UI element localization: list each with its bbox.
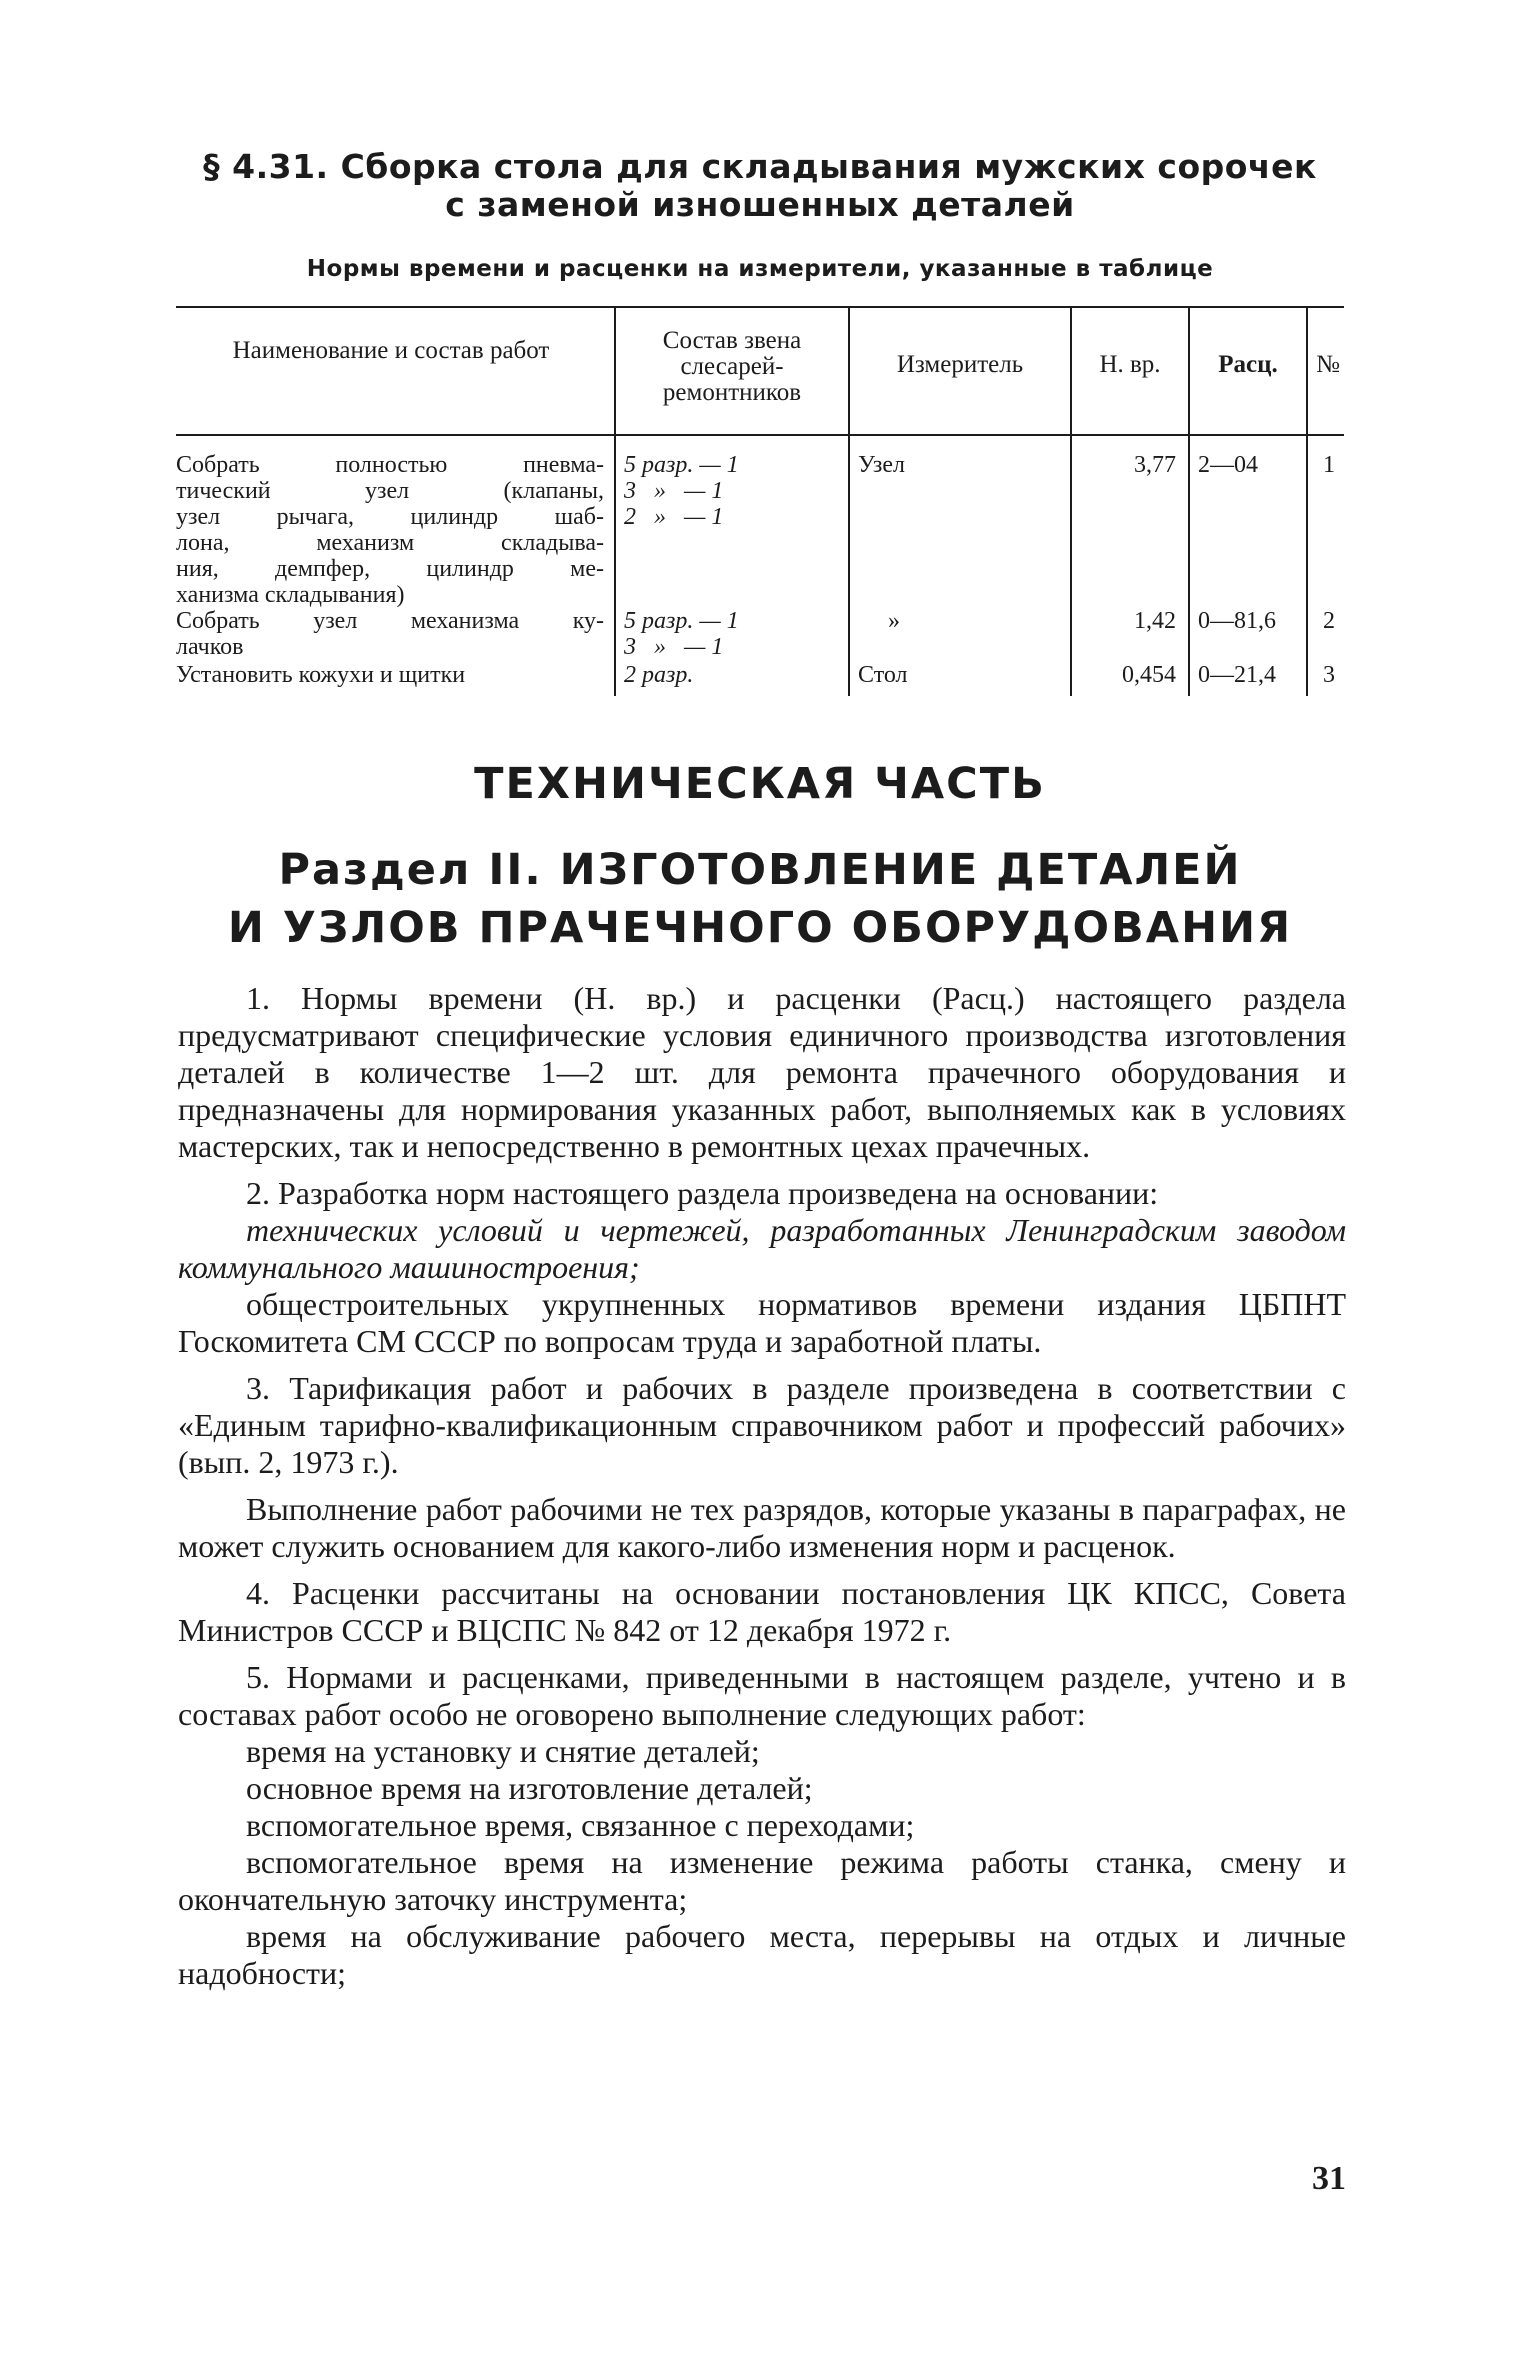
paragraph-1: 1. Нормы времени (Н. вр.) и расценки (Расц.) настоящего раздела предусматривают специфические условия единичного производства изготовления деталей в количестве 1—2 шт. для ремонта прачечного оборудования и предназначены для нормирования указанных работ, выполняемых как в условиях мастерских, так и непосредственно в ремонтных цехах прачечных. xyxy=(178,980,1346,1164)
table-row-2-work xyxy=(176,608,604,660)
table-row-2-norm: 1,42 xyxy=(1134,608,1176,634)
page-number: 31 xyxy=(1312,2160,1346,2197)
list-item: время на установку и снятие деталей; xyxy=(246,1733,760,1769)
work-line: узел рычага, цилиндр шаб- xyxy=(176,504,604,530)
header-rate: Расц. xyxy=(1218,351,1278,378)
norms-table xyxy=(176,306,1344,696)
table-row-1-unit: Узел xyxy=(858,452,905,478)
paragraph-2: 2. Разработка норм настоящего раздела произведена на основании: xyxy=(246,1175,1159,1211)
table-row-1-norm: 3,77 xyxy=(1134,452,1176,478)
table-row-3-number: 3 xyxy=(1323,662,1335,688)
table-caption: Нормы времени и расценки на измерители, указанные в таблице xyxy=(306,256,1214,282)
work-line: лачков xyxy=(176,634,244,660)
division-title-line2: И УЗЛОВ ПРАЧЕЧНОГО ОБОРУДОВАНИЯ xyxy=(227,903,1293,953)
work-line: тический узел (клапаны, xyxy=(176,478,604,504)
column-divider xyxy=(1306,306,1308,696)
table-row-2-rate: 0—81,6 xyxy=(1198,608,1276,634)
work-line: лона, механизм складыва- xyxy=(176,530,604,556)
table-row-2-crew: 5 разр. — 1 3 » — 1 xyxy=(624,608,739,660)
technical-part-text xyxy=(178,980,1346,1992)
table-row-3-norm: 0,454 xyxy=(1122,662,1176,688)
list-item: основное время на изготовление деталей; xyxy=(246,1770,813,1806)
header-unit: Измеритель xyxy=(896,351,1024,378)
work-line: ния, демпфер, цилиндр ме- xyxy=(176,556,604,582)
paragraph-2a: технических условий и чертежей, разработанных Ленинградским заводом коммунального машиностроения; xyxy=(178,1212,1346,1285)
table-top-rule xyxy=(176,306,1344,308)
list-item: вспомогательное время на изменение режима работы станка, смену и окончательную заточку инструмента; xyxy=(178,1844,1346,1917)
table-row-1-crew: 5 разр. — 1 3 » — 1 2 » — 1 xyxy=(624,452,739,530)
column-divider xyxy=(614,306,616,696)
division-title-line1: Раздел II. ИЗГОТОВЛЕНИЕ ДЕТАЛЕЙ xyxy=(278,845,1242,895)
list-item: время на обслуживание рабочего места, перерывы на отдых и личные надобности; xyxy=(178,1918,1346,1991)
table-row-2-unit: » xyxy=(888,608,900,634)
column-divider xyxy=(1188,306,1190,696)
paragraph-4: 4. Расценки рассчитаны на основании постановления ЦК КПСС, Совета Министров СССР и ВЦСПС № 842 от 12 декабря 1972 г. xyxy=(178,1575,1346,1648)
work-line: Собрать узел механизма ку- xyxy=(176,608,604,634)
header-crew: Состав звена слесарей-ремонтников xyxy=(662,327,802,406)
table-row-3-crew: 2 разр. xyxy=(624,662,694,688)
list-item: вспомогательное время, связанное с переходами; xyxy=(246,1807,915,1843)
header-norm: Н. вр. xyxy=(1099,351,1161,378)
work-line: Собрать полностью пневма- xyxy=(176,452,604,478)
table-row-3-work xyxy=(176,662,604,688)
paragraph-2b: общестроительных укрупненных нормативов времени издания ЦБПНТ Госкомитета СМ СССР по вопросам труда и заработной платы. xyxy=(178,1286,1346,1359)
paragraph-heading-line2: с заменой изношенных деталей xyxy=(445,185,1075,224)
work-line: Установить кожухи и щитки xyxy=(176,662,466,688)
header-number: № xyxy=(1316,351,1340,378)
header-work: Наименование и состав работ xyxy=(232,337,550,364)
part-title: ТЕХНИЧЕСКАЯ ЧАСТЬ xyxy=(474,759,1046,809)
table-row-3-rate: 0—21,4 xyxy=(1198,662,1276,688)
table-row-2-number: 2 xyxy=(1323,608,1335,634)
work-line: ханизма складывания) xyxy=(176,582,405,608)
table-row-1-rate: 2—04 xyxy=(1198,452,1258,478)
table-row-3-unit: Стол xyxy=(858,662,908,688)
column-divider xyxy=(1070,306,1072,696)
column-divider xyxy=(848,306,850,696)
table-header-rule xyxy=(176,434,1344,436)
paragraph-3b: Выполнение работ рабочими не тех разрядов, которые указаны в параграфах, не может служить основанием для какого-либо изменения норм и расценок. xyxy=(178,1491,1346,1564)
paragraph-5: 5. Нормами и расценками, приведенными в настоящем разделе, учтено и в составах работ особо не оговорено выполнение следующих работ: xyxy=(178,1659,1346,1732)
paragraph-3: 3. Тарификация работ и рабочих в разделе произведена в соответствии с «Единым тарифно-квалификационным справочником работ и профессий рабочих» (вып. 2, 1973 г.). xyxy=(178,1370,1346,1480)
table-row-1-work xyxy=(176,452,604,608)
paragraph-heading-line1: § 4.31. Сборка стола для складывания мужских сорочек xyxy=(203,147,1317,186)
table-row-1-number: 1 xyxy=(1323,452,1335,478)
